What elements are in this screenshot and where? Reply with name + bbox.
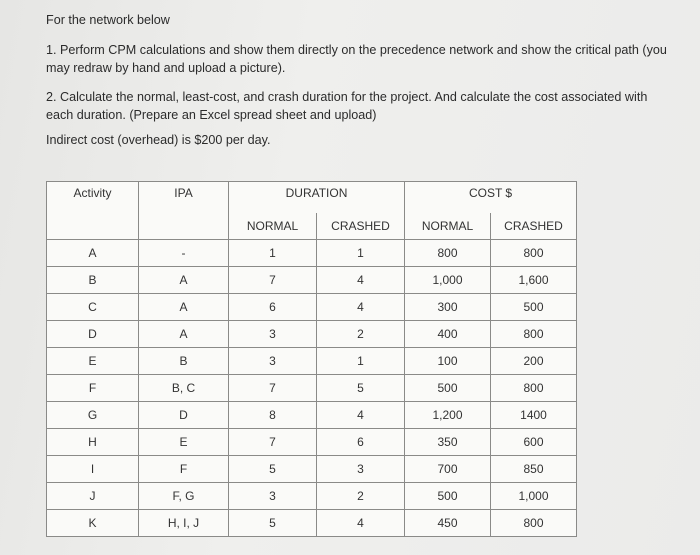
activity-cell: I [47,456,139,483]
cost-normal-cell: 450 [405,510,491,537]
activity-cell: C [47,294,139,321]
cost-normal-cell: 1,000 [405,267,491,294]
duration-normal-cell: 5 [229,456,317,483]
header-duration-normal: NORMAL [229,213,317,240]
table-row [47,483,577,510]
cost-crashed-cell: 500 [491,294,577,321]
table-row [47,294,577,321]
ipa-cell: A [139,267,229,294]
table-row [47,510,577,537]
table-subheader-row [47,213,577,240]
duration-normal-cell: 3 [229,321,317,348]
cost-crashed-cell: 800 [491,240,577,267]
duration-crashed-cell: 4 [317,294,405,321]
ipa-cell: - [139,240,229,267]
duration-normal-cell: 7 [229,267,317,294]
cost-crashed-cell: 850 [491,456,577,483]
ipa-cell: F, G [139,483,229,510]
cost-normal-cell: 100 [405,348,491,375]
activity-cell: H [47,429,139,456]
cost-normal-cell: 700 [405,456,491,483]
duration-normal-cell: 3 [229,348,317,375]
cost-crashed-cell: 800 [491,321,577,348]
duration-normal-cell: 6 [229,294,317,321]
header-activity: Activity [47,182,139,213]
table-row [47,402,577,429]
cost-normal-cell: 300 [405,294,491,321]
duration-crashed-cell: 1 [317,240,405,267]
duration-crashed-cell: 3 [317,456,405,483]
header-duration-crashed: CRASHED [317,213,405,240]
intro-text: For the network below [46,13,170,27]
ipa-cell: A [139,321,229,348]
activity-table [46,181,577,537]
header-ipa: IPA [139,182,229,213]
activity-cell: J [47,483,139,510]
cost-normal-cell: 500 [405,483,491,510]
duration-crashed-cell: 1 [317,348,405,375]
ipa-cell: A [139,294,229,321]
cost-normal-cell: 800 [405,240,491,267]
duration-crashed-cell: 4 [317,267,405,294]
header-duration: DURATION [229,182,405,213]
ipa-cell: B, C [139,375,229,402]
activity-cell: B [47,267,139,294]
table-row [47,267,577,294]
duration-normal-cell: 5 [229,510,317,537]
activity-cell: E [47,348,139,375]
duration-normal-cell: 3 [229,483,317,510]
table-row [47,240,577,267]
header-activity-cont [47,213,139,240]
activity-cell: K [47,510,139,537]
ipa-cell: D [139,402,229,429]
cost-crashed-cell: 1,600 [491,267,577,294]
duration-crashed-cell: 2 [317,483,405,510]
duration-normal-cell: 7 [229,375,317,402]
cost-normal-cell: 1,200 [405,402,491,429]
duration-crashed-cell: 6 [317,429,405,456]
table-row [47,321,577,348]
cost-crashed-cell: 800 [491,375,577,402]
header-cost: COST $ [405,182,577,213]
header-ipa-cont [139,213,229,240]
table-row [47,348,577,375]
cost-crashed-cell: 1400 [491,402,577,429]
header-cost-crashed: CRASHED [491,213,577,240]
cost-crashed-cell: 1,000 [491,483,577,510]
cost-crashed-cell: 600 [491,429,577,456]
activity-cell: D [47,321,139,348]
activity-cell: A [47,240,139,267]
duration-normal-cell: 1 [229,240,317,267]
cost-normal-cell: 350 [405,429,491,456]
cost-crashed-cell: 200 [491,348,577,375]
duration-normal-cell: 8 [229,402,317,429]
duration-crashed-cell: 4 [317,402,405,429]
indirect-cost-note: Indirect cost (overhead) is $200 per day. [46,133,271,147]
question-2: 2. Calculate the normal, least-cost, and crash duration for the project. And calculate the cost associated with each duration. (Prepare an Excel spread sheet and upload) [46,90,648,122]
table-header-row [47,182,577,213]
duration-crashed-cell: 5 [317,375,405,402]
ipa-cell: H, I, J [139,510,229,537]
table-row [47,456,577,483]
duration-normal-cell: 7 [229,429,317,456]
ipa-cell: E [139,429,229,456]
activity-cell: G [47,402,139,429]
activity-cell: F [47,375,139,402]
cost-normal-cell: 500 [405,375,491,402]
ipa-cell: F [139,456,229,483]
table-row [47,375,577,402]
question-1: 1. Perform CPM calculations and show them directly on the precedence network and show the critical path (you may redraw by hand and upload a picture). [46,43,667,75]
duration-crashed-cell: 4 [317,510,405,537]
duration-crashed-cell: 2 [317,321,405,348]
ipa-cell: B [139,348,229,375]
cost-normal-cell: 400 [405,321,491,348]
cost-crashed-cell: 800 [491,510,577,537]
header-cost-normal: NORMAL [405,213,491,240]
table-row [47,429,577,456]
